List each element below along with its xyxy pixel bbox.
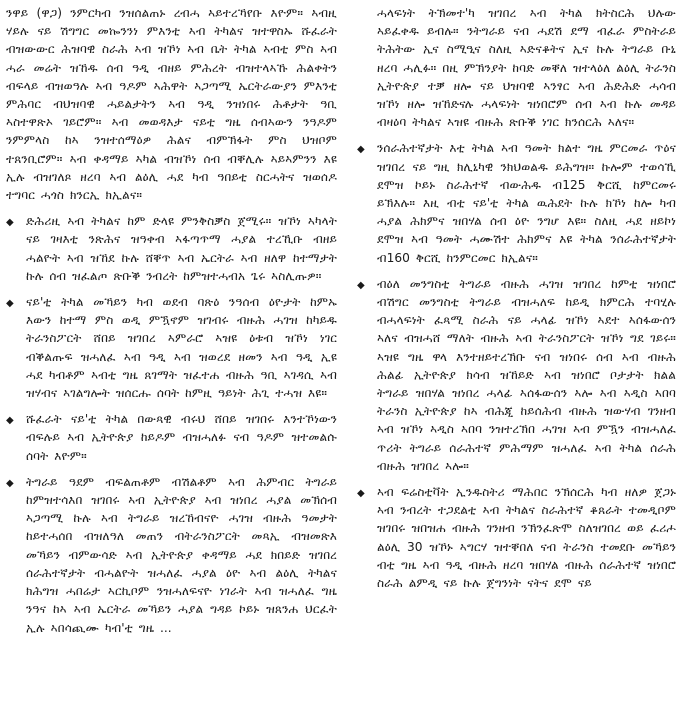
list-item — [6, 212, 337, 285]
right-column — [341, 4, 676, 701]
diamond-bullet-icon: ◆ — [6, 298, 14, 310]
list-item-text: ትግራይ ዓደም ብፍልጠቶም ብሽልቶም ኣብ ሕምብር ትግራይ ከምዝተሳእበ ዝገበሩ ኣብ ኢትዮጵያ ኣብ ዝነበረ ሓያል መኽሰብ ኣጋጣሚ ኩሉ ኣብ ትግራይ ዝረኸብናዮ ሓገዝ ብዙሕ ዓመታት ከይተሓሰበ ብዝለዓለ መጠን ብትራንስፖርት መጻኢ ብዝመጽእ መኻይን ብምውሳድ ኣብ ኢትዮጵያ ቀዳማይ ሓደ ክበይድ ዝገበረ ሰራሕተኛታት ብሓልዮት ዝሓለፈ ሓያል ዕዮ ኣብ ልዕሊ ትካልና ክሕግዝ ሓበሬታ ኣርኪቦም ንዝሓለፍናዮ ነገራት ኣብ ዝሓለፈ ግዜ ንዓና ከኣ ኣብ ኤርትራ መኻይን ሓያል ግዳይ ኮይኑ ዝጸንሐ ህርፈት ኢሉ ኣበሳጪሙ ካብ'ቲ ግዜ ... — [26, 474, 337, 635]
diamond-bullet-icon: ◆ — [357, 488, 365, 500]
list-item-text: ኣብ ፍሬስቲቫት ኢንዱስትሪ ማሕበር ንኽሰርሕ ካብ ዘለዎ ጀጋኑ ኣብ ንብረት ተጋደልቲ ኣብ ትካልና ስራሕተኛ ቆጸራት ተመዲቦም ዝገበሩ ዝበዝሐ ብዙሕ ገንዘብ ንኽንፈጽሞ ስለዝገበረ ወይ ፈሪሖ ልዕሊ 30 ዝኾኑ ኣግርሃ ዝተቐበለ ናብ ትራንስ ተመደቡ መኻይን ብቲ ግዜ ኣብ ዓዲ ብዙሕ ዘረባ ዝበሃል ብዙሕ ሰራሕተኛ ዝነበሮ ስራሕ ልምዲ ናይ ኩሉ ጀግንነት ናትና ደሞ ናይ — [377, 485, 676, 591]
list-item-text: ብዕለ መንግስቲ ትግራይ ብዙሕ ሓገዝ ዝገበረ ከምቲ ዝነበሮ ብሽግር መንግስቲ ትግራይ ብዝሓለፍ ከይዲ ክምርሕ ተባሂሉ ብሓላፍነት ፈጻሚ ስራሕ ናይ ሓላፊ ዝኾነ ኣደተ ኣሰፋውሰን ኣለና ብዝሓሸ ማለት ብዙሕ ኣብ ትራንስፖርት ዝኾነ ግደ ገይሩ። ኣዝዩ ግዜ ዋላ እንተዘይተረኽቡ ናብ ዝነበሩ ሰብ ኣብ ብዙሕ ሕልፊ ኢትዮጵያ ክሳብ ዝኸይድ ኣብ ዝነበሮ ቦታታት ክልል ትግራይ ዝበሃል ዝነበረ ሓላፊ ኣሰፋውሰን ኣሎ ኣብ ኣዲስ ኣበባ ትራንስ ኢትዮጵያ ከኣ ብሕጂ ከይሰሕብ ብዙሕ ዝውሃብ ገንዘብ ኣብ ዝኾነ ኣዲስ ኣበባ ንዝተረኽበ ሓገዝ ኣብ ምዃን ብዝሓለፈ ጥሪት ትግራይ ሰራሕተኛ ምሕማም ዝሓለፈ ኣብ ትካል ሰራሕ ብዙሕ ዝገበረ ኣሎ። — [377, 276, 676, 473]
diamond-bullet-icon: ◆ — [6, 217, 14, 229]
list-item — [357, 275, 676, 475]
list-item-text: ሹፈራት ናይ'ቲ ትካል በውጻዊ ብሩህ ሸበይ ዝገበሩ እንተኾነውን ብፍሉይ ኣብ ኢትዮጵያ ከይዶም ብዝሓለፉ ናብ ዓዶም ዝተመልሱ ሰባት እዮም። — [26, 412, 337, 463]
left-lead-paragraph: ንዋይ (ዋጋ) ንምርካብ ንዝሰልጠኑ ረብሓ ኣይተረኻየቡ እዮም። ኣብዚ ሃይሉ ናይ ሽግግር መኰንንነ ምእንቲ ኣብ ትካልና ዝተዋስኡ ሹፈራት ብዝውውር ሕዝባዊ ስራሕ ኣብ ዝኾነ ኣብ ቤት ትካል ኣብቲ ምስ ኣብ ሓራ መሬት ዝኸዱ ሰብ ዓዲ ብዘይ ምሕረት ብዝተላኣኹ ሕልቀትን ብፍላይ ብዝወዓሉ ኣብ ዓዶም ኣሕዋት ኣጋጣሚ ኤርትራውያን ምእንቲ ምሕባር ብህዝባዊ ሓይልታትን ኣብ ዓዲ ንዝነበሩ ሕቶታት ዓቢ ኣስተዋጽኦ ገይሮም። ኣብ መወዳእታ ናይቲ ግዜ ሰብኣውን ንዓዶም ንምምላስ ከኣ ንዝተሰማዕዎ ሕልና ብምኽፋት ምስ ህዝቦም ተጸንቢሮም። ኣብ ቀዳማይ ኣካል ብዝኾነ ሰብ ብቐሊሉ ኣይኣምንን እዩ ኢሉ ብዝገለጾ ዘረባ ኣብ ልዕሊ ሓደ ካብ ዓበይቲ ስርሓትና ዝወሰዶ ተግባር ሓጎስ ክንርኢ ክኢልና። — [6, 6, 337, 203]
list-item — [6, 410, 337, 465]
list-item — [6, 473, 337, 637]
diamond-bullet-icon: ◆ — [357, 279, 365, 291]
list-item — [357, 483, 676, 592]
diamond-bullet-icon: ◆ — [6, 477, 14, 489]
list-item — [6, 293, 337, 402]
list-item-text: ናይ'ቲ ትካል መኻይን ካብ ወደብ ባጽዕ ንዓሰብ ዕዮታት ከምኡ እውን ከተማ ምስ ወዲ ምዃኖም ዝገብሩ ብዙሕ ሓገዝ ከካይዱ ትራንስፖርት ሸበይ ዝገበረ ኣምራሮ ኣዝዩ ዕቱብ ዝኾነ ነገር ብቕልጡፍ ዝሓለፈ ኣብ ዓዲ ኣብ ዝወረደ ዘመን ኣብ ዓዲ ኢዩ ሓደ ካብቶም ኣብቲ ግዜ ጸገማት ዝፈተሐ ብዙሕ ዓቢ ኣገዳሲ ኣብ ዝሃብና ኣገልግሎት ዝሰርሑ ሰባት ከምዚ ዓይነት ሕጊ ተሓዝ እዩ። — [26, 295, 337, 401]
right-lead-paragraph: ሓላፍነት ትኽመተ'ካ ዝገበረ ኣብ ትካል ክትስርሕ ህሉው ኣይፈቀዱ ይብሉ። ንትግራይ ናብ ሓደሽ ደማ ብፈራ ምስትራይ ትሕትው ኢና ስሚዒና ስለዚ ኣድናቆትና ኢና ኩሉ ትግራይ ቡኒ ዘረባ ሓሊፉ። በዚ ምኽንያት ከባድ መቐለ ዝተላዕለ ልዕሊ ትራንስ ኢትዮጵያ ተቓ ዘሎ ናይ ህዝባዊ ኣንፃር ኣብ ሕድሕድ ሓሳብ ዝኾነ ዘሎ ዝኸድናሉ ሓላፍነት ዝነበሮም ሰብ ኣብ ኩሉ መዳይ ብዛዕባ ትካልና ኣዝዩ ብዙሕ ጽቡቕ ነገር ክንሰርሕ ኣለና። — [377, 6, 676, 130]
list-item-text: ንሰራሕተኛታት እቲ ትካል ኣብ ዓመት ክልተ ግዜ ምርመራ ጥዕና ዝገበረ ናይ ግዚ ክሊኒካዊ ንክህወልዱ ይሕግዝ። ኩሎም ተወሳኺ ደሞዝ ኮይኑ ስራሕተኛ ብውሕዱ ብ125 ቅርሺ ከምርመሩ ይኽእሉ። እዚ ብቲ ናይ'ቲ ትካል ዉሕደት ኩሉ ክኾነ ከሎ ካብ ሓያል ሕክምና ዝበሃል ሰብ ዕዮ ንግሆ እዩ። ስለዚ ሓደ ዘይኮነ ደሞዝ ኣብ ዓመት ሓሙሽተ ሕክምና እዩ ትካል ንሰራሕተኛታት ብ160 ቅርሺ ከንምርመር ክኢልና። — [377, 141, 676, 265]
diamond-bullet-icon: ◆ — [357, 144, 365, 156]
left-column — [6, 4, 341, 701]
list-item-text: ድሕሪዚ ኣብ ትካልና ከም ድላዩ ምንቅስቓስ ጀሚሩ። ዝኾነ ኣካላት ናይ ገዛእቲ ንጽሕና ዝዓቀብ ኣፋጣጥማ ሓያል ተረኺቡ ብዘይ ሓልዮት ኣብ ዝኸደ ኩሉ ሸቐጥ ኣብ ኤርትራ ኣብ ዘለዋ ከተማታት ኩሉ ሰብ ዝፈልጦ ጽቡቕ ንብረት ከምዝተሓብአ ጌሩ ኣስሊጡዎ። — [26, 214, 337, 283]
list-item — [357, 139, 676, 266]
diamond-bullet-icon: ◆ — [6, 415, 14, 427]
